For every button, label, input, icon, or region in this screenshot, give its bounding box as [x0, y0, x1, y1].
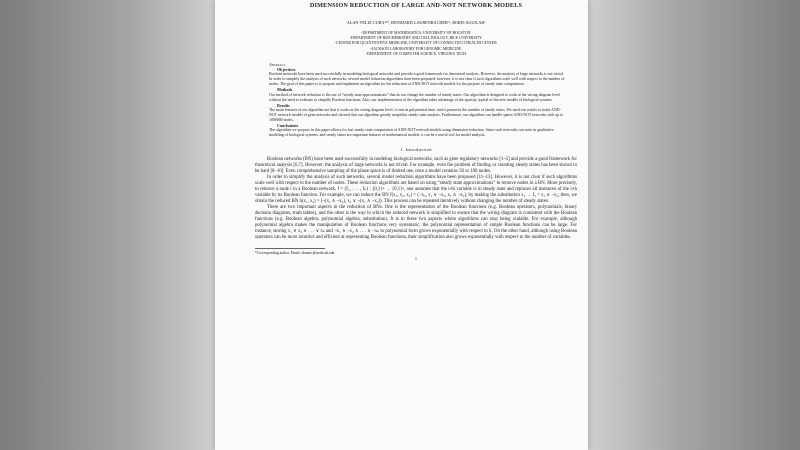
corresponding-author-footnote: *Corresponding author. Email: alanavc@math.uh.edu — [255, 251, 335, 256]
affiliations — [255, 31, 577, 57]
right-margin-background — [588, 0, 800, 450]
paper-title: DIMENSION REDUCTION OF LARGE AND-NOT NETWORK MODELS — [309, 2, 523, 9]
intro-paragraph-3: There are two important aspects in the reduction of BNs. One is the representation of the Boolean functions (e.g. Boolean operators, polynomials, binary decision diagrams, truth tables), and the other is the way in which the reduced network is simplified to ensure that the wiring diagram is consistent with the Boolean functions (e.g. Boolean algebra, polynomial algebra, substitution). It is in these two aspects where algorithms can stop being scalable. For example, although polynomial algebra makes the manipulation of Boolean functions very systematic, the polynomial representation of simple Boolean functions can be large. For instance, storing x₁ ∨ x₂ ∨ . . . ∨ xₖ and ¬x₁ ∧ ¬x₂ ∧ . . . ∧ ¬xₖ in polynomial form grows exponentially with respect to k. On the other hand, although using Boolean operators can be more intuitive and efficient at representing Boolean functions, their simplification also grows exponentially with respect to the number of variables. — [255, 205, 577, 241]
page-content — [255, 0, 577, 261]
conclusions-text: The algorithm we propose in this paper allows for fast steady state computation of AND-NOT network models using dimension reduction. Since such networks can arise in qualitative modeling of biological systems, and steady states are important features of mathematical models, it can be a useful tool for model analysis. — [269, 128, 554, 138]
left-margin-background — [0, 0, 215, 450]
affiliation-b: ᵇDEPARTMENT OF BIOCHEMISTRY AND CELL BIOLOGY, RICE UNIVERSITY — [349, 36, 483, 41]
affiliation-a: ᵃDEPARTMENT OF MATHEMATICS, UNIVERSITY OF HOUSTON — [361, 31, 471, 35]
conclusions-heading: Conclusions — [277, 123, 299, 129]
abstract-block — [255, 62, 577, 138]
affiliation-d: ᵈJACKSON LABORATORY FOR GENOMIC MEDICINE — [370, 46, 462, 51]
abstract-label: Abstract. — [269, 62, 287, 68]
paper-page — [215, 0, 588, 450]
intro-paragraph-2: In order to simplify the analysis of such networks, several model reduction algorithms have been proposed [11–13]. However, it is not clear if such algorithms scale well with respect to the number of nodes. These reduction algorithms are based on using “steady state approximations” to remove nodes in a BN. More precisely, to remove a node i in a Boolean network, f = (f₁, . . . , fₙ) : {0,1}ⁿ → {0,1}ⁿ, one assumes that the i-th variable is in steady state and replaces all instances of the i-th variable by its Boolean function. For example, we can reduce the BN f(x₁, x₂, x₃) = (¬x₃, x₁ ∨ ¬x₃, x₁ ∧ ¬x₂), by making the substitution x₃ → f₃ = x₁ ∧ ¬x₂; then, we obtain the reduced BN h(x₁, x₂) = (¬(x₁ ∧ ¬x₂), x₁ ∨ ¬(x₁ ∧ ¬x₂)). This process can be repeated iteratively without changing the number of steady states. — [255, 175, 577, 205]
page-number: 1 — [415, 257, 417, 262]
introduction-heading: 1. Introduction — [400, 147, 432, 153]
author-list: ALAN VELIZ-CUBAᵃᵇ*, REINHARD LAUBENBACHERᶜᵈ, BORIS AGUILARᵉ — [346, 20, 486, 25]
results-heading: Results — [277, 102, 290, 108]
results-text: The main features of our algorithm are that it works at the wiring diagram level, it runs in polynomial time, and it preserves the number of steady states. We used our results to study AND-NOT network models of gene networks and showed that our algorithm greatly simplifies steady state analysis. Furthermore, our algorithm can handle sparse AND-NOT networks with up to 1000000 nodes. — [269, 107, 564, 123]
affiliation-e: ᵉDEPARTMENT OF COMPUTER SCIENCE, VIRGINIA TECH — [366, 51, 466, 56]
methods-heading: Methods — [277, 87, 293, 93]
affiliation-c: ᶜCENTER FOR QUANTITATIVE MEDICINE, UNIVERSITY OF CONNECTICUT HEALTH CENTER — [335, 41, 497, 46]
methods-text: Our method of network reduction is the use of “steady state approximations” that do not change the number of steady states. Our algorithm is designed to work at the wiring diagram level without the need to evaluate or simplify Boolean functions. Also, our implementation of the algorithm takes advantage of the sparsity typical of discrete models of biological systems. — [269, 92, 560, 102]
intro-paragraph-1: Boolean networks (BN) have been used successfully in modeling biological networks, such as gene regulatory networks [1–5] and provide a good framework for theoretical analysis [6,7]. However, the analysis of large networks is not trivial. For example, even the problem of finding or counting steady states has been shown to be hard [8–10]. Even comprehensive sampling of the phase space is of limited use, once a model contains 50 or 100 nodes. — [255, 157, 577, 175]
objectives-heading: Objectives — [277, 67, 296, 73]
footnote-divider — [255, 248, 325, 249]
objectives-text: Boolean networks have been used successfully in modeling biological networks and provide a good framework for theoretical analysis. However, the analysis of large networks is not trivial. In order to simplify the analysis of such networks, several model reduction algorithms have been proposed; however, it is not clear if such algorithms scale well with respect to the number of nodes. The goal of this paper is to propose and implement an algorithm for the reduction of AND-NOT network models for the purpose of steady state computation. — [269, 72, 565, 87]
